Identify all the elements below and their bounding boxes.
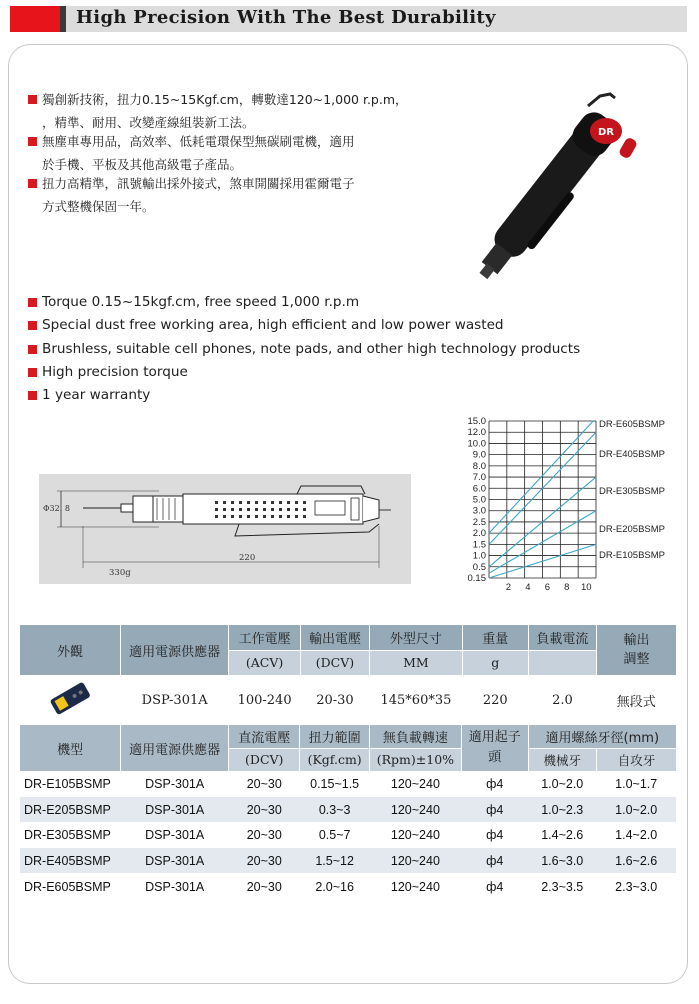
chart-ytick: 0.5 [472, 561, 486, 573]
page-title: High Precision With The Best Durability [76, 7, 496, 28]
chart-ytick: 1.5 [472, 539, 486, 551]
model-spec-table [20, 725, 676, 900]
power-output: 20-30 [316, 692, 354, 708]
diameter-label: Φ32. 8 [43, 504, 70, 513]
bullet-icon [28, 179, 37, 188]
table-row: DR-E205BSMP DSP-301A 20~30 0.3~3 120~240 ф4 1.0~2.3 1.0~2.0 [20, 797, 676, 822]
chart-ytick: 2.5 [472, 516, 486, 528]
chart-xtick: 4 [525, 582, 531, 593]
chart-ytick: 6.0 [472, 483, 486, 495]
th-dc-voltage: 直流電壓 [229, 725, 300, 748]
chart-ytick: 3.0 [472, 505, 486, 517]
th-free-speed: 無負載轉速 [369, 725, 461, 748]
weight-label: 330g [109, 568, 131, 578]
th-self-tapping: 自攻牙 [596, 748, 676, 771]
th-speed-unit: (Rpm)±10% [369, 748, 461, 771]
th-appearance: 外觀 [20, 625, 120, 675]
chart-ytick: 1.0 [472, 550, 486, 562]
bullet-icon [28, 137, 37, 146]
chart-xtick: 8 [564, 582, 570, 593]
cable-hook [588, 94, 615, 106]
th-model: 機型 [20, 725, 121, 771]
bullet-icon [28, 321, 37, 330]
power-voltage: 100-240 [237, 692, 292, 708]
th-load-current: 負載電流 [528, 625, 596, 650]
dimension-drawing [39, 474, 411, 584]
chart-ytick: 12.0 [467, 427, 486, 439]
power-weight: 220 [482, 692, 508, 708]
bullet-icon [28, 391, 37, 400]
chart-series-label: DR-E105BSMP [599, 550, 665, 561]
power-supply-table [20, 625, 676, 725]
table-row: DR-E605BSMP DSP-301A 20~30 2.0~16 120~240 ф4 2.3~3.5 2.3~3.0 [20, 873, 676, 900]
th-torque-range: 扭力範圍 [300, 725, 370, 748]
forward-reverse-switch [618, 136, 638, 159]
chart-ytick: 0.15 [467, 573, 486, 584]
chart-svg [456, 414, 681, 596]
th-weight: 重量 [462, 625, 528, 650]
feature-en-2: Special dust free working area, high efficient and low power wasted [42, 317, 504, 333]
feature-cn-1: 獨創新技術，扭力0.15~15Kgf.cm，轉數達120~1,000 r.p.m， ，精準、耐用、改變產線組裝新工法。 [42, 88, 437, 134]
table-row: DR-E105BSMP DSP-301A 20~30 0.15~1.5 120~240 ф4 1.0~2.0 1.0~1.7 [20, 771, 676, 797]
bullet-icon [28, 345, 37, 354]
th-voltage: 工作電壓 [229, 625, 300, 650]
th-power-supply: 適用電源供應器 [120, 625, 229, 675]
th-weight-unit: g [462, 650, 528, 675]
th-output-voltage: 輸出電壓 [300, 625, 369, 650]
chart-ytick: 7.0 [472, 472, 486, 484]
power-adjust: 無段式 [616, 694, 656, 710]
lever-outline [235, 524, 379, 536]
chart-xtick: 10 [580, 582, 592, 593]
power-supply-image-cell [20, 675, 120, 725]
feature-cn-2: 無塵車專用品，高效率、低耗電環保型無碳刷電機，適用 於手機、平板及其他高級電子產品。 [42, 130, 437, 176]
bullet-icon [28, 368, 37, 377]
chart-ytick: 5.0 [472, 494, 486, 506]
header-divider [60, 6, 66, 32]
bullet-icon [28, 298, 37, 307]
th-machine-thread: 機械牙 [528, 748, 596, 771]
chart-series-label: DR-E605BSMP [599, 419, 665, 430]
chart-series-label: DR-E405BSMP [599, 449, 665, 460]
bullet-icon [28, 95, 37, 104]
chart-ytick: 15.0 [467, 416, 486, 427]
th-thread: 適用螺絲牙徑(mm) [528, 725, 676, 748]
th-model-power: 適用電源供應器 [121, 725, 229, 771]
th-dimensions: 外型尺寸 [370, 625, 463, 650]
product-image [450, 86, 660, 286]
th-dc-unit: (DCV) [229, 748, 300, 771]
chart-ytick: 10.0 [467, 438, 486, 450]
power-supply-image [47, 679, 93, 717]
power-model: DSP-301A [141, 692, 208, 708]
power-dimensions: 145*60*35 [380, 692, 452, 708]
length-label: 220 [239, 553, 256, 563]
chart-xtick: 2 [505, 582, 512, 593]
th-dimensions-unit: MM [370, 650, 463, 675]
header-accent [10, 6, 60, 32]
feature-en-5: 1 year warranty [42, 387, 150, 403]
feature-en-3: Brushless, suitable cell phones, note pads, and other high technology products [42, 341, 580, 357]
torque-chart [456, 414, 681, 596]
power-current: 2.0 [552, 692, 573, 708]
feature-en-4: High precision torque [42, 364, 188, 380]
table-row: DR-E305BSMP DSP-301A 20~30 0.5~7 120~240 ф4 1.4~2.6 1.4~2.0 [20, 822, 676, 848]
chart-ytick: 8.0 [472, 460, 486, 472]
th-output-unit: (DCV) [300, 650, 369, 675]
brand-logo: DR [597, 127, 615, 138]
chart-xtick: 6 [544, 582, 551, 593]
feature-cn-3: 扭力高精準，訊號輸出採外接式，煞車開關採用霍爾電子 方式整機保固一年。 [42, 172, 437, 218]
th-output-adjust: 輸出調整 [596, 625, 676, 675]
th-torque-unit: (Kgf.cm) [300, 748, 370, 771]
th-voltage-unit: (ACV) [229, 650, 300, 675]
feature-en-1: Torque 0.15~15kgf.cm, free speed 1,000 r.p.m [42, 294, 359, 310]
chart-ytick: 9.0 [472, 449, 486, 461]
chart-series-label: DR-E305BSMP [599, 486, 665, 497]
th-bit: 適用起子頭 [461, 725, 528, 771]
chart-series-label: DR-E205BSMP [599, 524, 665, 535]
table-row: DR-E405BSMP DSP-301A 20~30 1.5~12 120~240 ф4 1.6~3.0 1.6~2.6 [20, 848, 676, 873]
chart-ytick: 2.0 [472, 528, 486, 540]
